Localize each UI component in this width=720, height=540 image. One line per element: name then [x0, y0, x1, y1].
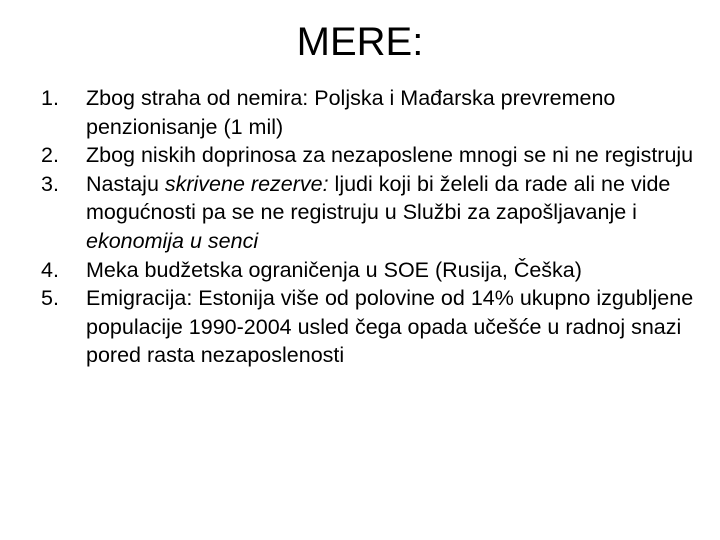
list-item — [36, 84, 696, 141]
measures-list — [36, 84, 696, 370]
text-run: Zbog straha od nemira: Poljska i Mađarska prevremeno penzionisanje (1 mil) — [86, 86, 616, 139]
list-item-number: 1. — [41, 86, 59, 110]
list-item — [36, 170, 696, 256]
list-item-text — [86, 286, 693, 367]
slide-title: MERE: — [296, 20, 424, 64]
emphasis-shadow-economy: ekonomija u senci — [86, 228, 259, 253]
text-run: Emigracija: Estonija više od polovine od 14% ukupno izgubljene populacije 1990-2004 usled čega opada učešće u radnoj snazi pored rasta nezaposlenosti — [86, 286, 694, 368]
list-item-number: 5. — [41, 286, 59, 311]
text-run: Meka budžetska ograničenja u SOE (Rusija, Češka) — [86, 257, 582, 282]
list-item-text — [86, 143, 693, 167]
list-item-text — [86, 86, 615, 139]
list-item-number: 2. — [41, 143, 59, 168]
list-item — [36, 141, 696, 170]
text-run: ljudi koji bi želeli da rade ali ne vide mogućnosti pa se ne registruju u Službi za zapošljavanje i — [86, 171, 671, 225]
text-run: Zbog niskih doprinosa za nezaposlene mnogi se ni ne registruju — [86, 143, 694, 168]
list-item-text — [86, 172, 670, 253]
list-item-number: 3. — [41, 171, 59, 196]
text-run: Nastaju — [86, 171, 165, 196]
emphasis-hidden-reserves: skrivene rezerve: — [164, 171, 329, 196]
list-item-number: 4. — [41, 257, 59, 282]
list-item — [36, 284, 696, 370]
list-item — [36, 256, 696, 285]
list-item-text — [86, 258, 582, 282]
